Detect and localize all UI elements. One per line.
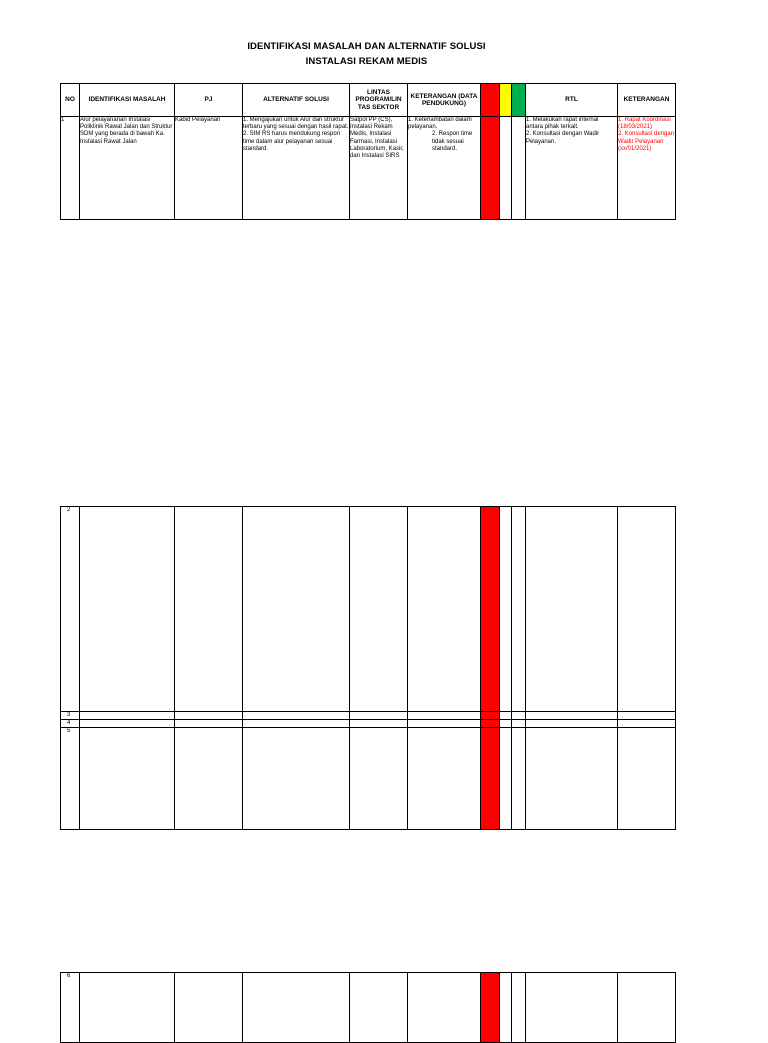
- header-rtl: RTL: [526, 84, 618, 117]
- rtl-item: 1. Melakukan rapat internal antara pihak terkait.: [526, 117, 599, 131]
- keterangan-item: 2. Konsultasi dengan Wadir Pelayanan (xx/01/2021): [618, 131, 675, 152]
- status-red-cell: [481, 507, 500, 712]
- row-no: 6: [61, 973, 80, 1043]
- row-no: 3: [61, 712, 80, 720]
- alternatif-item: 1. Mengajukan untuk Alur dan struktur terbaru yang sesuai dengan hasil rapat.: [243, 117, 349, 131]
- header-no: NO: [61, 84, 80, 117]
- problem-table: [60, 83, 676, 220]
- header-alternatif: ALTERNATIF SOLUSI: [243, 84, 350, 117]
- table-row: [61, 720, 676, 728]
- row-lintas: Satpol PP (CS), Instalasi Rekam Medis, Instalasi Farmasi, Instalasi Laboratorium, Kasir, dan Instalasi SIRS: [350, 117, 408, 220]
- status-red-cell: [481, 117, 500, 220]
- row-pj: Kabid Pelayanan: [175, 117, 243, 220]
- row-alternatif: [243, 117, 350, 220]
- row-rtl: [526, 117, 618, 220]
- keterangan-item: 1. Rapat Koordinasi (18/03/2021): [618, 117, 671, 131]
- alternatif-item: 2. SIM RS harus mendukung respon time dalam alur pelayanan sesuai standard.: [243, 131, 341, 152]
- row-identifikasi: Alur pelayananan Instalasi Poliklinik Rawat Jalan dan Struktur SDM yang berada di bawah Ka. Instalasi Rawat Jalan: [80, 117, 175, 220]
- table-row: [61, 728, 676, 830]
- status-red-cell: [481, 973, 500, 1043]
- row-no: 4: [61, 720, 80, 728]
- row-keterangan-data: [408, 117, 481, 220]
- header-pj: PJ: [175, 84, 243, 117]
- header-lintas: LINTAS PROGRAM/LIN TAS SEKTOR: [350, 84, 408, 117]
- row-no: 1: [61, 117, 80, 220]
- keterangan-data-item: 2. Respon time tidak sesuai standard.: [432, 131, 473, 152]
- table-row: [61, 712, 676, 720]
- row-no: 2: [61, 507, 80, 712]
- problem-table-continued-2: [60, 972, 676, 1043]
- problem-table-continued: [60, 506, 676, 830]
- table-row: [61, 117, 676, 220]
- header-keterangan: KETERANGAN: [618, 84, 676, 117]
- table-row: [61, 507, 676, 712]
- status-red-cell: [481, 728, 500, 830]
- status-green-header: [512, 84, 526, 117]
- header-row: [61, 84, 676, 117]
- row-keterangan: [618, 117, 676, 220]
- status-red-header: [481, 84, 500, 117]
- status-red-cell: [481, 720, 500, 728]
- status-yellow-header: [500, 84, 512, 117]
- rtl-item: 2. Konsultasi dengan Wadir Pelayanan.: [526, 131, 600, 145]
- document-title: IDENTIFIKASI MASALAH DAN ALTERNATIF SOLUSI: [247, 41, 486, 52]
- header-keterangan-data: KETERANGAN (DATA PENDUKUNG): [408, 84, 481, 117]
- document-subtitle: INSTALASI REKAM MEDIS: [305, 56, 428, 67]
- status-red-cell: [481, 712, 500, 720]
- header-identifikasi: IDENTIFIKASI MASALAH: [80, 84, 175, 117]
- status-green-cell: [512, 117, 526, 220]
- status-yellow-cell: [500, 117, 512, 220]
- keterangan-data-item: 1. Keterlambatan dalam pelayanan.: [408, 117, 472, 131]
- row-no: 5: [61, 728, 80, 830]
- table-row: [61, 973, 676, 1043]
